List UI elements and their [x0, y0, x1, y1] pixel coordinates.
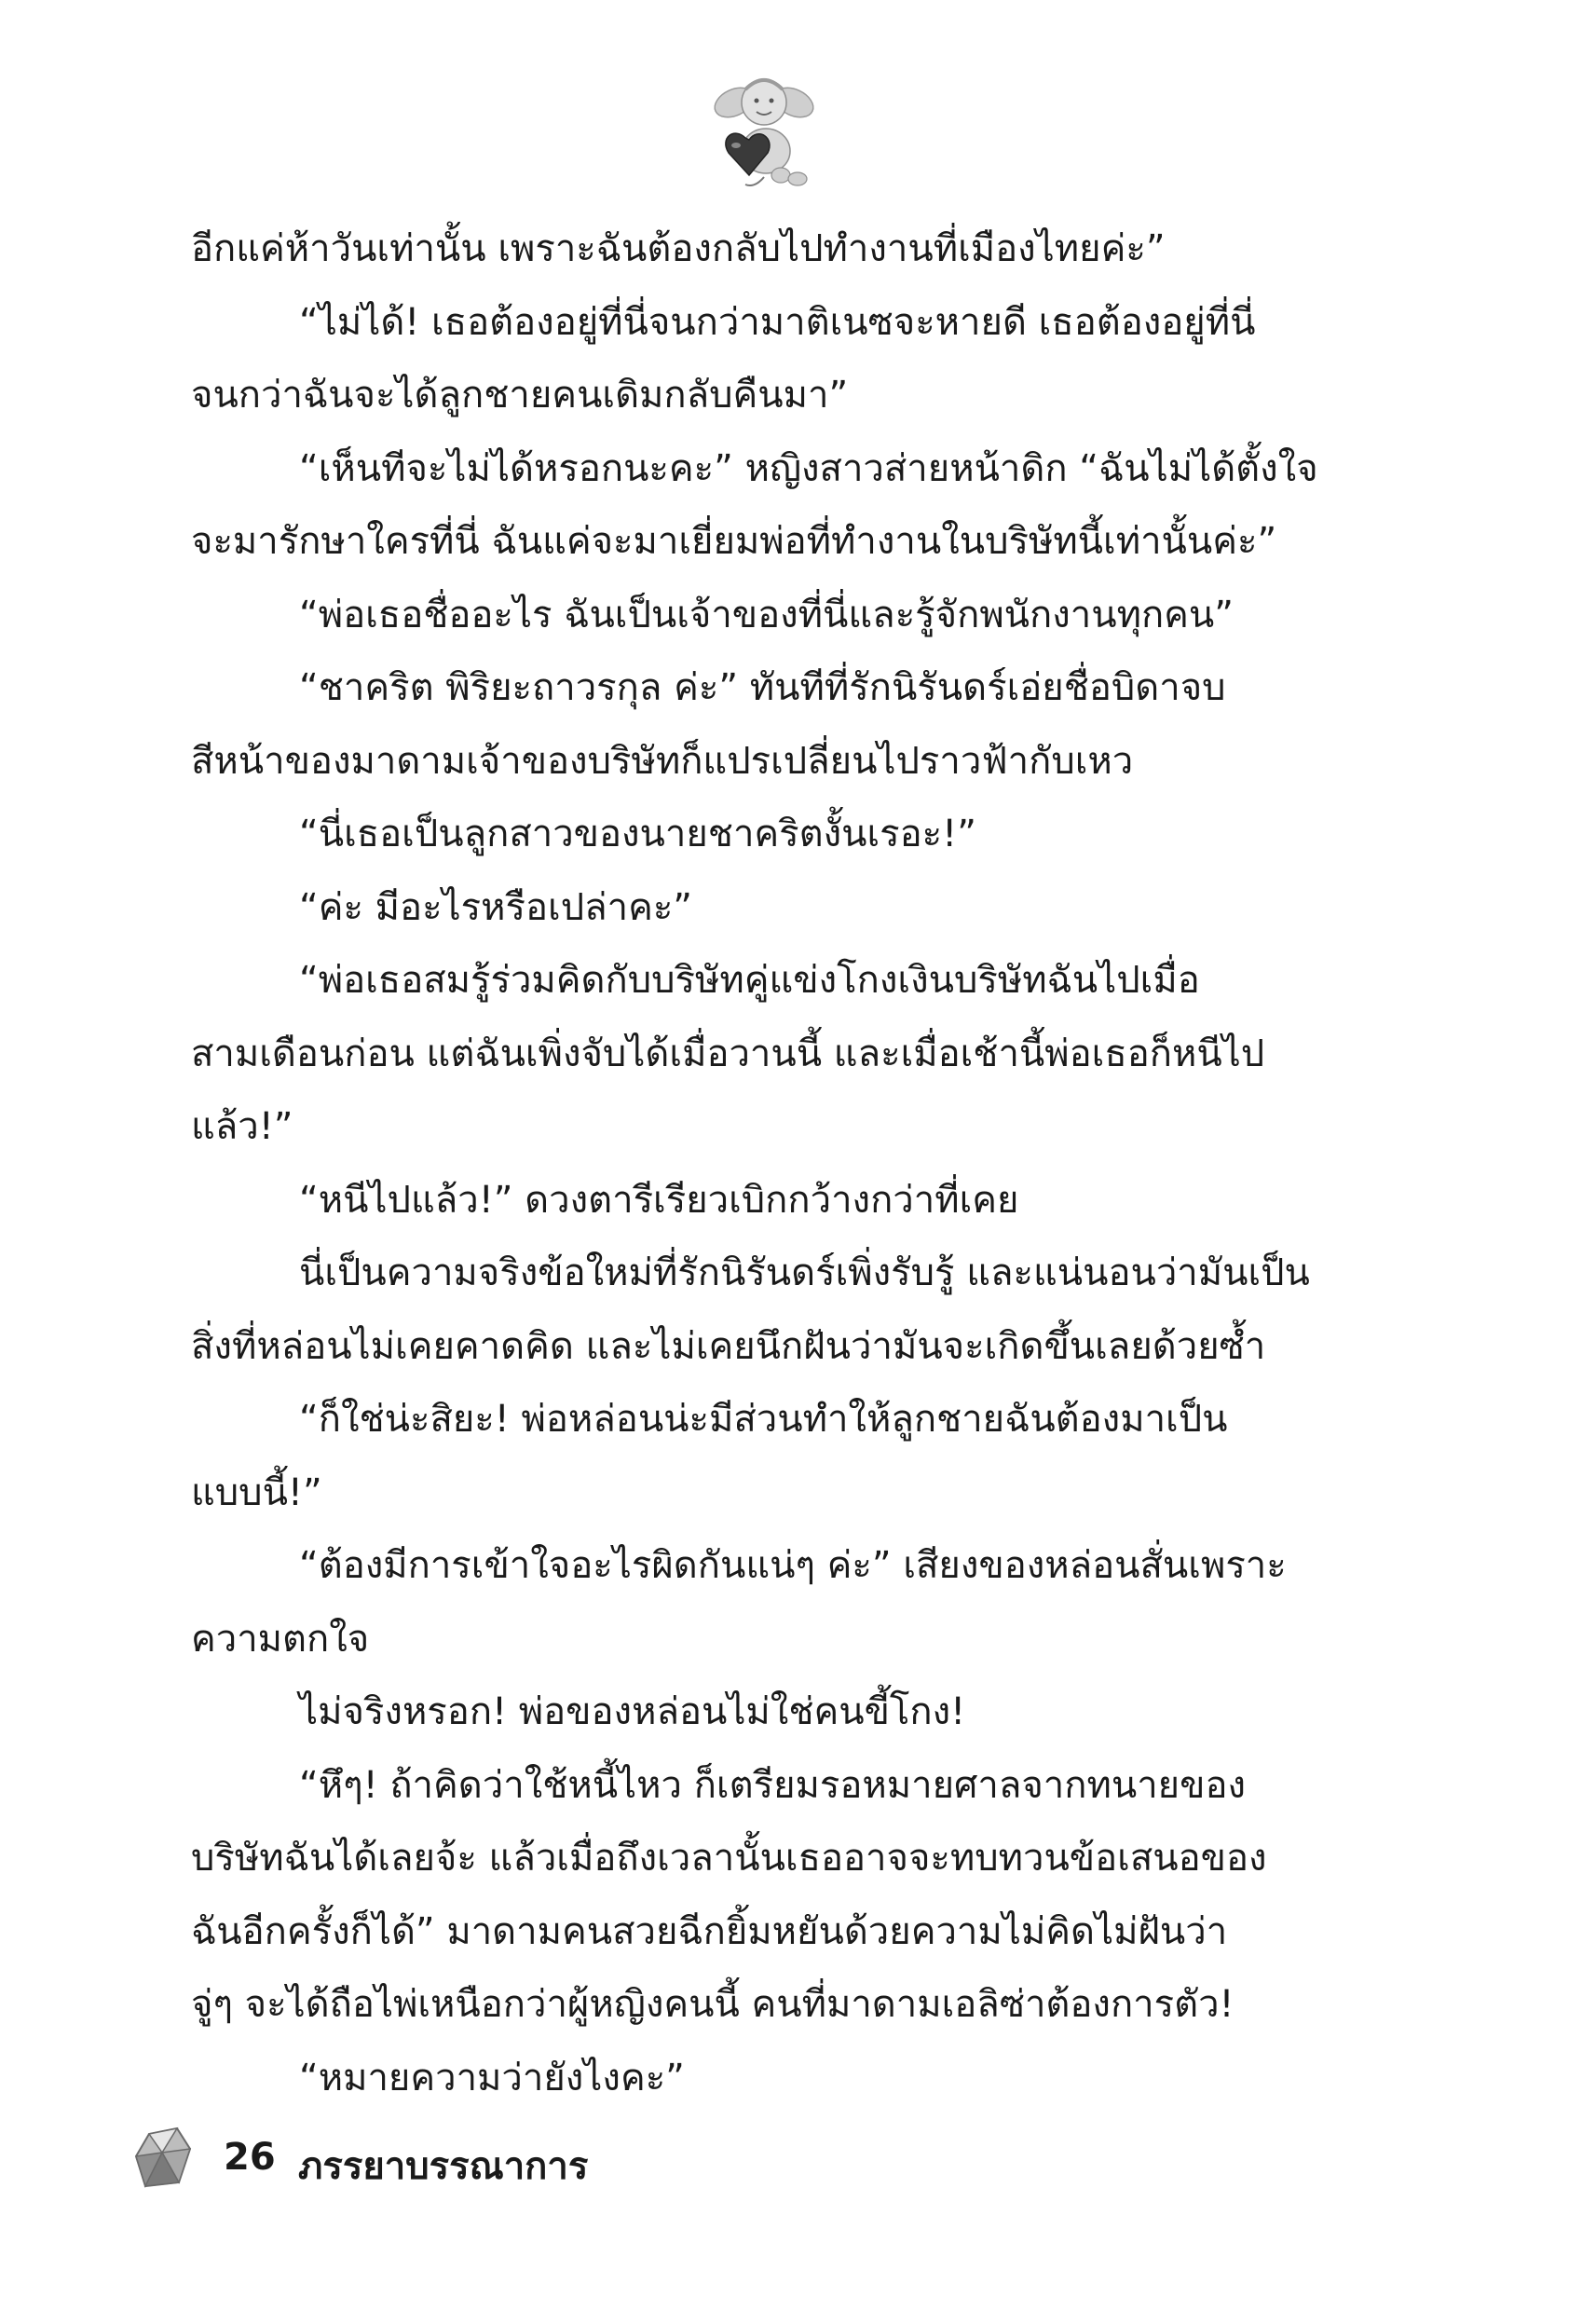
page-number: 26	[224, 2136, 276, 2179]
text-line: สิ่งที่หล่อนไม่เคยคาดคิด และไม่เคยนึกฝันว่ามันจะเกิดขึ้นเลยด้วยซ้ำ	[191, 1324, 1266, 1368]
page-footer	[130, 2125, 969, 2208]
text-line: ฉันอีกครั้งก็ได้” มาดามคนสวยฉีกยิ้มหยันด้วยความไม่คิดไม่ฝันว่า	[191, 1909, 1228, 1953]
text-line: จู่ๆ จะได้ถือไพ่เหนือกว่าผู้หญิงคนนี้ คนที่มาดามเอลิซ่าต้องการตัว!	[191, 1983, 1235, 2026]
text-line: “ก็ใช่น่ะสิยะ! พ่อหล่อนน่ะมีส่วนทำให้ลูกชายฉันต้องมาเป็น	[299, 1398, 1228, 1441]
gem-icon	[130, 2125, 194, 2192]
text-line: “หึๆ! ถ้าคิดว่าใช้หนี้ไหว ก็เตรียมรอหมายศาลจากทนายของ	[299, 1763, 1246, 1807]
text-line: จนกว่าฉันจะได้ลูกชายคนเดิมกลับคืนมา”	[191, 374, 849, 417]
text-line: “ชาคริต พิริยะถาวรกุล ค่ะ” ทันทีที่รักนิรันดร์เอ่ยชื่อบิดาจบ	[299, 666, 1226, 709]
text-line: สีหน้าของมาดามเจ้าของบริษัทก็แปรเปลี่ยนไปราวฟ้ากับเหว	[191, 739, 1134, 783]
text-line: “หนีไปแล้ว!” ดวงตารีเรียวเบิกกว้างกว่าที่เคย	[299, 1178, 1019, 1222]
text-line: “ต้องมีการเข้าใจอะไรผิดกันแน่ๆ ค่ะ” เสียงของหล่อนสั่นเพราะ	[299, 1544, 1287, 1587]
text-line: นี่เป็นความจริงข้อใหม่ที่รักนิรันดร์เพิ่งรับรู้ และแน่นอนว่ามันเป็น	[299, 1251, 1310, 1294]
book-title: ภรรยาบรรณาการ	[298, 2145, 589, 2188]
text-line: “ค่ะ มีอะไรหรือเปล่าคะ”	[299, 885, 693, 929]
text-line: “หมายความว่ายังไงคะ”	[299, 2056, 685, 2099]
cupid-heart-icon	[708, 65, 820, 196]
text-line: “นี่เธอเป็นลูกสาวของนายชาคริตงั้นเรอะ!”	[299, 813, 976, 855]
text-line: “พ่อเธอสมรู้ร่วมคิดกับบริษัทคู่แข่งโกงเงินบริษัทฉันไปเมื่อ	[299, 959, 1200, 1002]
story-text	[191, 212, 1328, 2114]
text-line: ไม่จริงหรอก! พ่อของหล่อนไม่ใช่คนขี้โกง!	[299, 1690, 966, 1733]
text-line: สามเดือนก่อน แต่ฉันเพิ่งจับได้เมื่อวานนี้ และเมื่อเช้านี้พ่อเธอก็หนีไป	[191, 1032, 1265, 1075]
text-line: อีกแค่ห้าวันเท่านั้น เพราะฉันต้องกลับไปทำงานที่เมืองไทยค่ะ”	[191, 227, 1166, 270]
text-line: แบบนี้!”	[191, 1470, 322, 1514]
text-line: ความตกใจ	[191, 1617, 370, 1661]
text-line: “เห็นทีจะไม่ได้หรอกนะคะ” หญิงสาวส่ายหน้าดิก “ฉันไม่ได้ตั้งใจ	[299, 446, 1318, 490]
text-line: บริษัทฉันได้เลยจ้ะ แล้วเมื่อถึงเวลานั้นเธออาจจะทบทวนข้อเสนอของ	[191, 1837, 1267, 1880]
text-line: “พ่อเธอชื่ออะไร ฉันเป็นเจ้าของที่นี่และรู้จักพนักงานทุกคน”	[299, 593, 1234, 636]
text-line: แล้ว!”	[191, 1105, 293, 1148]
text-line: “ไม่ได้! เธอต้องอยู่ที่นี่จนกว่ามาติเนซจะหายดี เธอต้องอยู่ที่นี่	[299, 300, 1256, 344]
text-line: จะมารักษาใครที่นี่ ฉันแค่จะมาเยี่ยมพ่อที่ทำงานในบริษัทนี้เท่านั้นค่ะ”	[191, 520, 1277, 563]
